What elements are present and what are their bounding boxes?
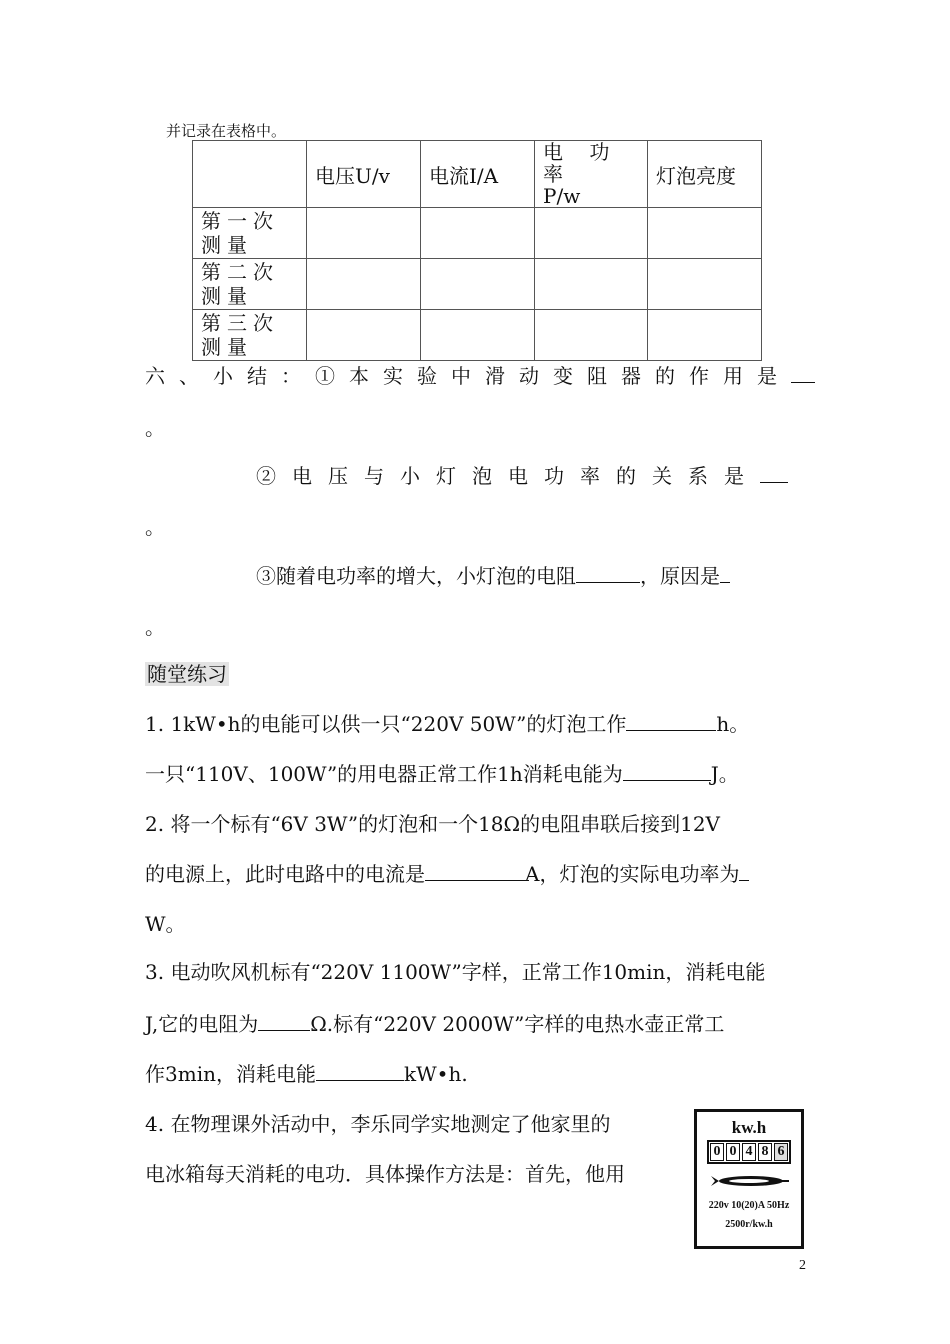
summary-item-3a: ③随着电功率的增大，小灯泡的电阻 [256, 564, 576, 588]
header-cell-power [535, 141, 648, 208]
summary-item-3b: ，原因是 [640, 564, 720, 588]
table-cell[interactable] [307, 310, 421, 361]
answer-blank[interactable] [576, 564, 640, 583]
table-cell[interactable] [535, 259, 648, 310]
header-power-unit: P/w [543, 184, 581, 208]
practice-heading [145, 662, 229, 686]
table-cell[interactable] [307, 259, 421, 310]
answer-blank[interactable] [258, 1012, 310, 1031]
q1-unit: h。 [716, 712, 750, 736]
header-cell-empty [193, 141, 307, 208]
table-cell[interactable] [421, 310, 535, 361]
summary-item-2: ②电压与小灯泡电功率的关系是 [256, 464, 760, 488]
q2-text-b: A，灯泡的实际电功率为 [525, 862, 740, 886]
header-cell-voltage: 电压U/v [307, 141, 421, 208]
row-label: 第一次测量 [193, 208, 307, 259]
meter-disc-icon [709, 1174, 789, 1184]
q2-line-1: 2. 将一个标有“6V 3W”的灯泡和一个18Ω的电阻串联后接到12V [145, 812, 720, 836]
summary-line-2 [256, 464, 788, 488]
summary-item-1-end: 。 [145, 416, 165, 440]
summary-heading: 六、小结： [145, 364, 315, 388]
answer-blank[interactable] [760, 464, 788, 483]
table-cell[interactable] [421, 208, 535, 259]
q3-unit: kW•h. [403, 1062, 468, 1086]
table-cell[interactable] [648, 208, 762, 259]
practice-heading-label: 随堂练习 [147, 662, 227, 686]
q3-line-1: 3. 电动吹风机标有“220V 1100W”字样，正常工作10min，消耗电能 [145, 960, 766, 984]
q1-line-1 [145, 712, 749, 736]
intro-text: 并记录在表格中。 [166, 122, 287, 140]
q3-line-3 [145, 1062, 468, 1086]
q2-line-3: W。 [145, 912, 186, 936]
meter-digit: 6 [774, 1143, 788, 1161]
summary-item-3-end: 。 [145, 615, 165, 639]
header-power-label: 电 功 率 [543, 140, 620, 186]
summary-item-1: ①本实验中滑动变阻器的作用是 [315, 364, 791, 388]
header-cell-brightness: 灯泡亮度 [648, 141, 762, 208]
answer-blank[interactable] [425, 862, 525, 881]
table-header-row [193, 141, 762, 208]
summary-item-2-end: 。 [145, 515, 165, 539]
table-cell[interactable] [535, 208, 648, 259]
meter-digit: 4 [742, 1143, 756, 1161]
q3-text-b: Ω.标有“220V 2000W”字样的电热水壶正常工 [310, 1012, 725, 1036]
energy-meter-figure [694, 1109, 804, 1249]
q4-line-2: 电冰箱每天消耗的电功．具体操作方法是：首先，他用 [145, 1162, 625, 1186]
answer-blank[interactable] [791, 364, 815, 383]
q3-text-c: 作3min，消耗电能 [145, 1062, 316, 1086]
meter-digit: 0 [726, 1143, 740, 1161]
table-cell[interactable] [648, 310, 762, 361]
q1-line-2 [145, 762, 739, 786]
q4-line-1: 4. 在物理课外活动中，李乐同学实地测定了他家里的 [145, 1112, 611, 1136]
q1-text: 1. 1kW•h的电能可以供一只“220V 50W”的灯泡工作 [145, 712, 627, 736]
answer-blank[interactable] [739, 862, 749, 881]
q1-unit-2: J。 [710, 762, 739, 786]
q3-text: J,它的电阻为 [145, 1012, 259, 1036]
table-cell[interactable] [535, 310, 648, 361]
meter-digits [707, 1140, 791, 1164]
q2-text: 的电源上，此时电路中的电流是 [145, 862, 425, 886]
meter-rate: 2500r/kw.h [725, 1219, 773, 1230]
answer-blank[interactable] [720, 564, 730, 583]
table-cell[interactable] [648, 259, 762, 310]
row-label: 第二次测量 [193, 259, 307, 310]
meter-digit: 0 [710, 1143, 724, 1161]
answer-blank[interactable] [316, 1062, 404, 1081]
table-row [193, 310, 762, 361]
summary-line-1 [145, 364, 815, 388]
measurement-table [192, 140, 762, 361]
meter-title: kw.h [731, 1118, 767, 1137]
answer-blank[interactable] [623, 762, 711, 781]
table-row [193, 259, 762, 310]
q2-line-2 [145, 862, 749, 886]
summary-line-3 [256, 564, 730, 588]
q3-line-2 [145, 1012, 724, 1036]
page-number: 2 [799, 1258, 806, 1273]
table-cell[interactable] [421, 259, 535, 310]
table-row [193, 208, 762, 259]
answer-blank[interactable] [626, 712, 716, 731]
meter-digit: 8 [758, 1143, 772, 1161]
table-cell[interactable] [307, 208, 421, 259]
header-cell-current: 电流I/A [421, 141, 535, 208]
meter-spec: 220v 10(20)A 50Hz [708, 1200, 790, 1211]
row-label: 第三次测量 [193, 310, 307, 361]
q1-text-2: 一只“110V、100W”的用电器正常工作1h消耗电能为 [145, 762, 623, 786]
